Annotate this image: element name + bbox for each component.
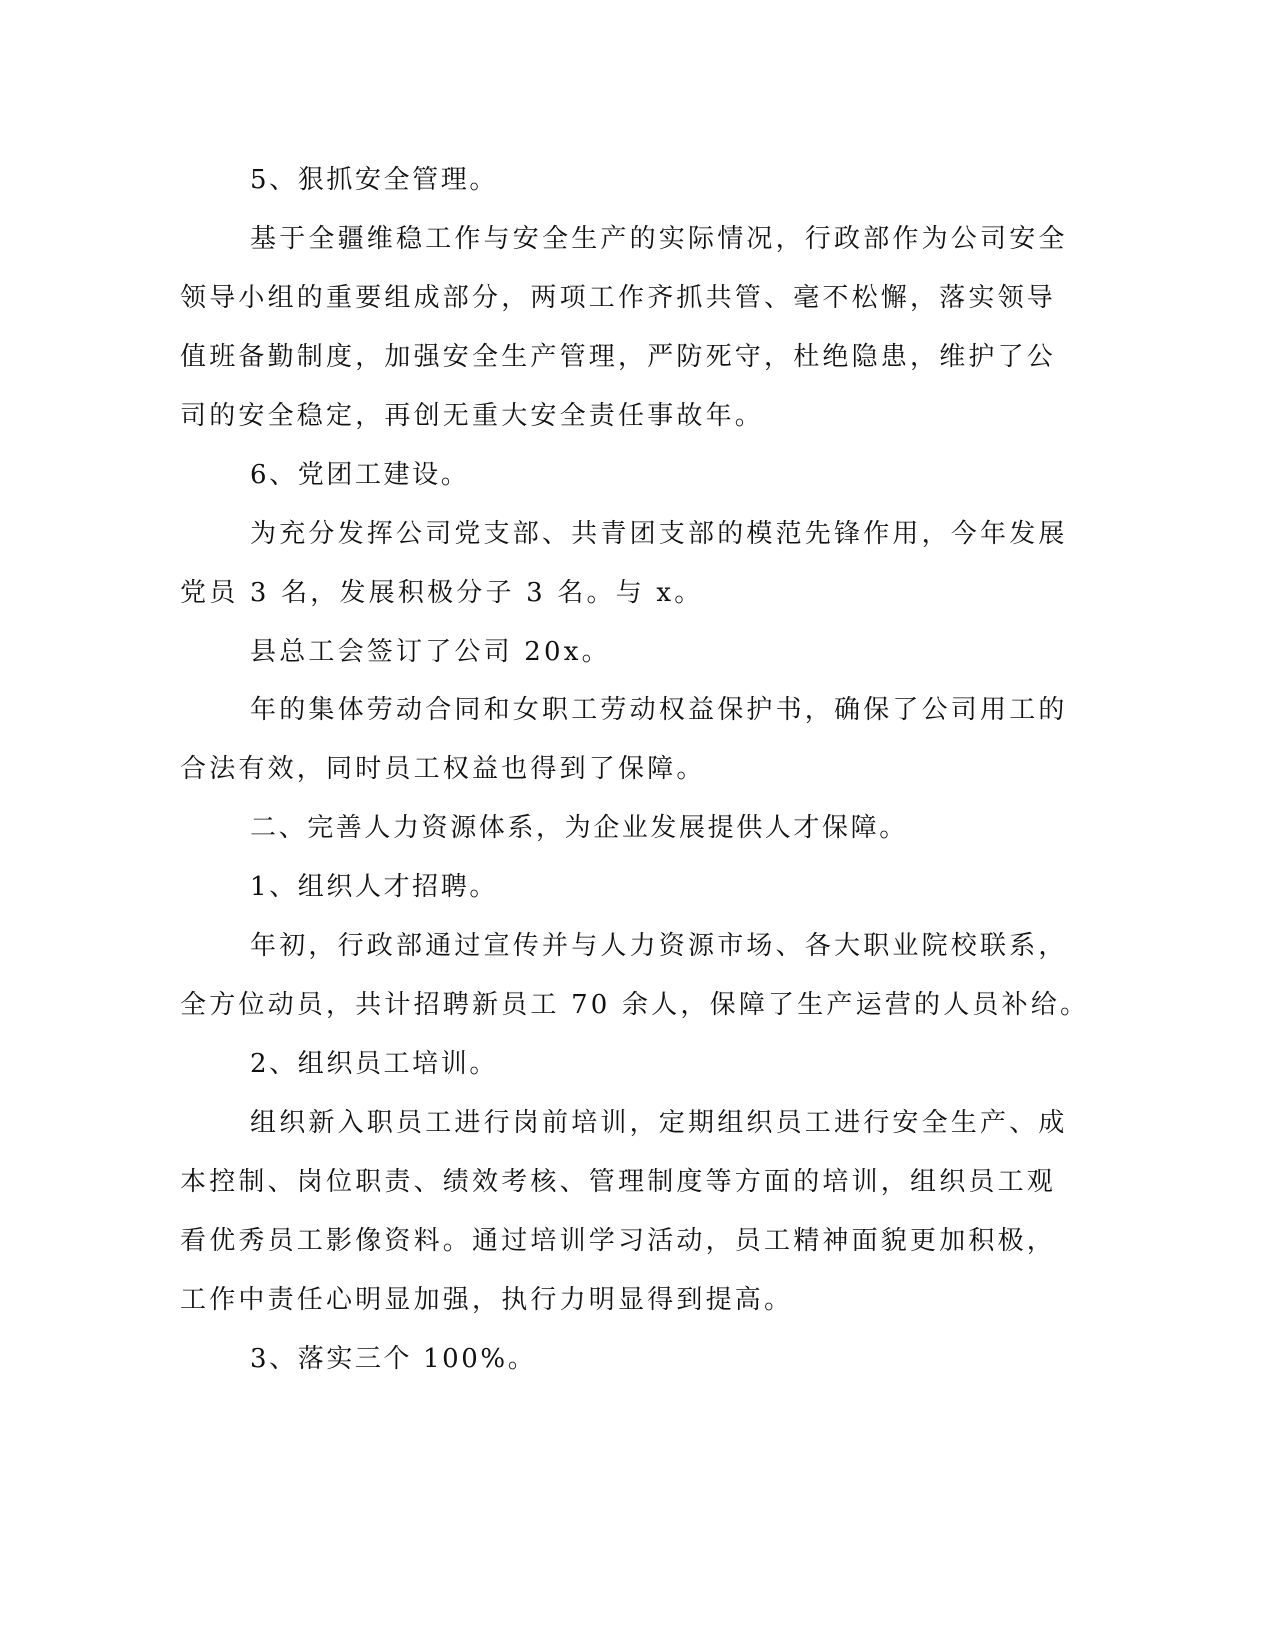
- paragraph-line: 看优秀员工影像资料。通过培训学习活动，员工精神面貌更加积极，: [180, 1226, 1057, 1256]
- paragraph-line: 基于全疆维稳工作与安全生产的实际情况，行政部作为公司安全: [250, 224, 1068, 254]
- paragraph-line: 工作中责任心明显加强，执行力明显得到提高。: [180, 1285, 794, 1315]
- paragraph-line: 合法有效，同时员工权益也得到了保障。: [180, 754, 706, 784]
- paragraph-line: 值班备勤制度，加强安全生产管理，严防死守，杜绝隐患，维护了公: [180, 342, 1057, 372]
- paragraph-line: 全方位动员，共计招聘新员工 70 余人，保障了生产运营的人员补给。: [180, 990, 1090, 1020]
- paragraph-line: 为充分发挥公司党支部、共青团支部的模范先锋作用，今年发展: [250, 519, 1068, 549]
- paragraph-line: 组织新入职员工进行岗前培训，定期组织员工进行安全生产、成: [250, 1108, 1068, 1138]
- paragraph-line: 司的安全稳定，再创无重大安全责任事故年。: [180, 401, 765, 431]
- section-heading-safety: 5、狠抓安全管理。: [250, 165, 498, 195]
- section-heading-recruitment: 1、组织人才招聘。: [250, 872, 498, 902]
- section-heading-three-100: 3、落实三个 100%。: [250, 1344, 537, 1374]
- paragraph-line: 县总工会签订了公司 20x。: [250, 637, 611, 667]
- paragraph-line: 本控制、岗位职责、绩效考核、管理制度等方面的培训，组织员工观: [180, 1167, 1057, 1197]
- section-heading-party: 6、党团工建设。: [250, 460, 470, 490]
- paragraph-line: 年的集体劳动合同和女职工劳动权益保护书，确保了公司用工的: [250, 695, 1068, 725]
- paragraph-line: 领导小组的重要组成部分，两项工作齐抓共管、毫不松懈，落实领导: [180, 283, 1057, 313]
- paragraph-line: 党员 3 名，发展积极分子 3 名。与 x。: [180, 578, 704, 608]
- section-heading-hr: 二、完善人力资源体系，为企业发展提供人才保障。: [250, 813, 908, 843]
- paragraph-line: 年初，行政部通过宣传并与人力资源市场、各大职业院校联系，: [250, 931, 1068, 961]
- section-heading-training: 2、组织员工培训。: [250, 1049, 498, 1079]
